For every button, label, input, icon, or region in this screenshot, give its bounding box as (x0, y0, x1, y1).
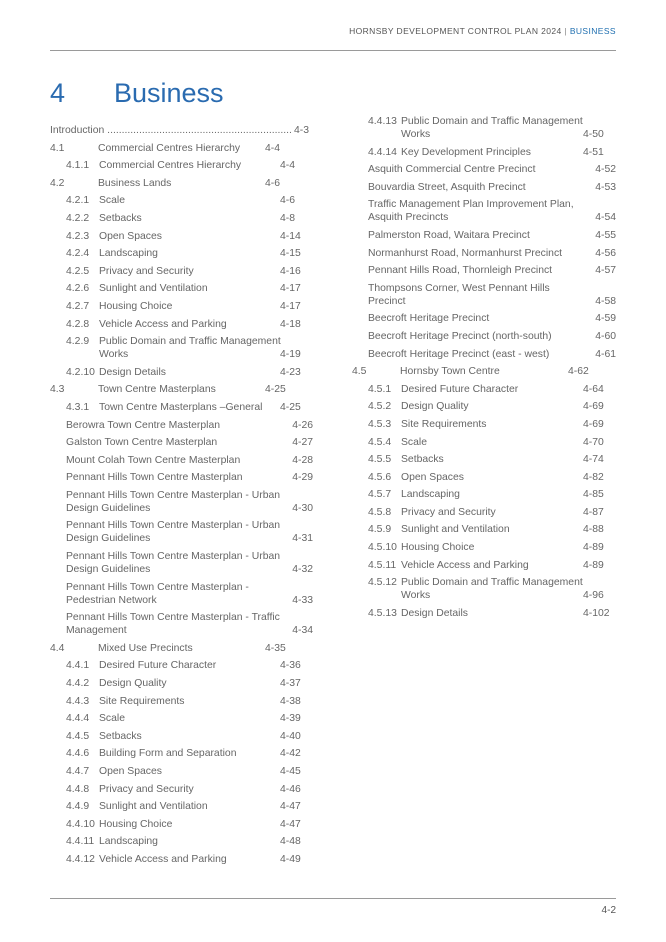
toc-entry[interactable]: 4.4.3 Site Requirements 4-38 (66, 695, 301, 707)
toc-entry[interactable] (352, 229, 616, 242)
chapter-number: 4 (50, 78, 66, 108)
toc-entry-number: 4.5.1 (368, 383, 392, 395)
toc-entry[interactable] (50, 471, 313, 484)
toc-entry-number: 4.5.10 (368, 542, 397, 554)
toc-entry[interactable] (352, 264, 616, 277)
toc-entry[interactable] (50, 581, 313, 607)
toc-entry-page: 4-31 (292, 533, 313, 545)
toc-entry-page: 4-58 (595, 295, 616, 307)
running-header (349, 26, 616, 36)
toc-entry-number: 4.2.9 (66, 336, 90, 348)
toc-entry[interactable] (352, 247, 616, 260)
toc-entry-label: Design Details (99, 366, 166, 378)
toc-entry[interactable] (50, 419, 313, 432)
toc-entry-number: 4.2.6 (66, 283, 90, 295)
toc-entry-label: Design Quality (99, 678, 167, 690)
toc-entry-page: 4-57 (595, 265, 616, 277)
toc-entry-number: 4.4.9 (66, 801, 90, 813)
toc-entry[interactable] (50, 436, 313, 449)
toc-entry[interactable]: 4.2.4 Landscaping 4-15 (66, 248, 301, 260)
toc-entry-label: Commercial Centres Hierarchy (98, 142, 241, 154)
toc-entry-page: 4-26 (292, 419, 313, 431)
toc-entry-label: Landscaping (401, 489, 460, 501)
toc-entry-number: 4.4.13 (368, 116, 397, 127)
toc-entry-label: Hornsby Town Centre (400, 366, 500, 378)
section-name: BUSINESS (569, 26, 616, 36)
toc-entry[interactable]: 4.5.5 Setbacks 4-74 (368, 454, 604, 466)
toc-entry-label: Desired Future Character (99, 660, 217, 672)
toc-entry[interactable]: 4.2.10 Design Details 4-23 (66, 366, 301, 378)
toc-entry-page: 4-30 (292, 502, 313, 514)
toc-entry[interactable] (352, 163, 616, 176)
toc-entry-number: 4.2 (50, 177, 65, 189)
toc-entry[interactable]: 4.5.4 Scale 4-70 (368, 436, 604, 448)
toc-entry-page: 4-53 (595, 181, 616, 193)
toc-entry-page: 4-54 (595, 212, 616, 224)
toc-entry-number: 4.4.6 (66, 748, 90, 760)
toc-entry-number: 4.5.7 (368, 489, 392, 501)
toc-entry-label: Public Domain and Traffic Management Works (99, 336, 281, 361)
toc-entry[interactable]: 4.5.9 Sunlight and Ventilation 4-88 (368, 524, 604, 536)
toc-entry-number: 4.2.3 (66, 230, 90, 242)
toc-entry-label: Beecroft Heritage Precinct (north-south) (368, 330, 552, 342)
toc-entry-page: 4-55 (595, 229, 616, 241)
toc-entry-label: Sunlight and Ventilation (99, 801, 208, 813)
toc-entry-number: 4.5.6 (368, 471, 392, 483)
toc-entry-label: Asquith Commercial Centre Precinct (368, 164, 536, 176)
toc-entry-label: Pennant Hills Town Centre Masterplan - Urban Design Guidelines (66, 489, 281, 514)
toc-entry[interactable] (352, 312, 616, 325)
toc-entry-page: 4-34 (292, 625, 313, 637)
toc-entry-label: Pennant Hills Road, Thornleigh Precinct (368, 265, 553, 277)
toc-entry[interactable]: 4.5.6 Open Spaces 4-82 (368, 471, 604, 483)
toc-entry-number: 4.5.5 (368, 454, 392, 466)
toc-entry-label: Design Details (401, 607, 468, 619)
toc-entry[interactable] (50, 550, 313, 576)
toc-entry-number: 4.2.1 (66, 195, 90, 207)
toc-entry-number: 4.5.12 (368, 577, 397, 589)
toc-entry-page: 4-59 (595, 313, 616, 325)
toc-entry[interactable] (352, 198, 616, 224)
toc-entry-number: 4.4.11 (66, 836, 95, 848)
toc-entry-number: 4.5.4 (368, 436, 392, 448)
toc-entry-label: Landscaping (99, 248, 158, 260)
toc-entry-number: 4.4.8 (66, 783, 90, 795)
toc-entry[interactable] (50, 489, 313, 515)
toc-entry-page: 4-52 (595, 164, 616, 176)
toc-entry[interactable]: 4.5.11 Vehicle Access and Parking 4-89 (368, 559, 604, 571)
header-separator: | (561, 26, 570, 36)
toc-entry-label: Pennant Hills Town Centre Masterplan - Traffic Management (66, 612, 280, 637)
toc-entry-label: Vehicle Access and Parking (99, 318, 227, 330)
toc-entry[interactable]: 4.5.3 Site Requirements 4-69 (368, 418, 604, 430)
toc-entry[interactable]: 4.1 Commercial Centres Hierarchy 4-4 (50, 142, 281, 154)
toc-entry-number: 4.5.9 (368, 524, 392, 536)
toc-entry-label: Commercial Centres Hierarchy (99, 160, 242, 172)
toc-entry-number: 4.2.5 (66, 265, 90, 277)
toc-entry-label: Pennant Hills Town Centre Masterplan (66, 472, 243, 484)
toc-entry-label: Setbacks (99, 730, 142, 742)
toc-entry-label: Privacy and Security (401, 506, 496, 518)
toc-entry-label: Housing Choice (401, 542, 475, 554)
toc-entry-number: 4.2.7 (66, 300, 90, 312)
toc-entry-label: Introduction ................................................................ (50, 125, 292, 136)
toc-entry-label: Site Requirements (401, 418, 487, 430)
toc-entry-number: 4.5.8 (368, 506, 392, 518)
toc-entry[interactable]: 4.5.13 Design Details 4-102 (368, 607, 610, 619)
toc-entry[interactable]: 4.3.1 Town Centre Masterplans –General 4-25 (66, 401, 301, 413)
toc-entry-label: Housing Choice (99, 300, 173, 312)
toc-entry-label: Open Spaces (401, 471, 464, 483)
toc-entry[interactable] (50, 454, 313, 467)
toc-entry-label: Beecroft Heritage Precinct (east - west) (368, 348, 550, 360)
toc-entry-label: Site Requirements (99, 695, 185, 707)
toc-entry-number: 4.1 (50, 142, 65, 154)
toc-entry-label: Scale (401, 436, 427, 448)
toc-entry[interactable] (352, 181, 616, 194)
toc-entry[interactable]: 4.4.7 Open Spaces 4-45 (66, 766, 301, 777)
toc-entry-page: 4-56 (595, 247, 616, 259)
toc-entry-number: 4.5.3 (368, 418, 392, 430)
toc-entry-number: 4.4.4 (66, 713, 90, 725)
toc-entry-label: Scale (99, 713, 125, 725)
toc-entry[interactable]: 4.3 Town Centre Masterplans 4-25 (50, 384, 286, 396)
toc-entry[interactable]: 4.4.2 Design Quality 4-37 (66, 678, 301, 690)
footer-rule (50, 898, 616, 899)
toc-column-right (352, 115, 616, 624)
toc-entry-label: Landscaping (99, 836, 158, 848)
toc-entry[interactable]: 4.5.7 Landscaping 4-85 (368, 489, 604, 501)
toc-entry[interactable]: 4.4.1 Desired Future Character 4-36 (66, 660, 301, 672)
toc-entry-label: Beecroft Heritage Precinct (368, 313, 490, 325)
toc-entry-label: Mount Colah Town Centre Masterplan (66, 454, 241, 466)
header-rule (50, 50, 616, 51)
toc-entry-label: Open Spaces (99, 230, 162, 242)
toc-entry-number: 4.2.10 (66, 366, 95, 378)
toc-entry-label: Pennant Hills Town Centre Masterplan - Urban Design Guidelines (66, 551, 281, 576)
toc-entry[interactable] (50, 124, 313, 137)
toc-entry-label: Palmerston Road, Waitara Precinct (368, 229, 530, 241)
toc-entry-page: 4-61 (595, 348, 616, 360)
toc-entry-number: 4.5.2 (368, 401, 392, 413)
toc-entry-label: Town Centre Masterplans (98, 384, 216, 396)
toc-entry[interactable] (50, 611, 313, 637)
toc-entry[interactable] (352, 282, 616, 308)
toc-entry-number: 4.4 (50, 642, 65, 654)
toc-entry-number: 4.5.13 (368, 607, 397, 619)
toc-entry-label: Open Spaces (99, 766, 162, 777)
toc-entry[interactable]: 4.5 Hornsby Town Centre 4-62 (352, 366, 589, 378)
toc-entry-page: 4-28 (292, 454, 313, 466)
toc-entry[interactable]: 4.4.5 Setbacks 4-40 (66, 730, 301, 742)
toc-entry[interactable]: 4.5.2 Design Quality 4-69 (368, 401, 604, 413)
toc-entry-number: 4.4.14 (368, 146, 397, 158)
toc-entry[interactable]: 4.2.5 Privacy and Security 4-16 (66, 265, 301, 277)
toc-entry[interactable]: 4.2.1 Scale 4-6 (66, 195, 296, 207)
toc-entry-label: Town Centre Masterplans –General (99, 401, 263, 413)
toc-entry-page: 4-33 (292, 594, 313, 606)
toc-entry[interactable]: 4.4.14 Key Development Principles 4-51 (368, 146, 604, 158)
toc-entry-number: 4.5.11 (368, 559, 397, 571)
toc-entry[interactable]: 4.5.8 Privacy and Security 4-87 (368, 506, 604, 518)
toc-entry-number: 4.2.8 (66, 318, 90, 330)
toc-entry-page: 4-27 (292, 437, 313, 449)
toc-entry[interactable]: 4.4.9 Sunlight and Ventilation 4-47 (66, 801, 301, 813)
toc-entry-label: Vehicle Access and Parking (99, 853, 227, 865)
toc-entry[interactable]: 4.5.10 Housing Choice 4-89 (368, 542, 604, 554)
toc-entry-label: Privacy and Security (99, 265, 194, 277)
toc-entry[interactable]: 4.4.10 Housing Choice 4-47 (66, 818, 301, 830)
toc-entry-number: 4.2.4 (66, 248, 90, 260)
toc-entry-label: Privacy and Security (99, 783, 194, 795)
toc-entry-number: 4.4.7 (66, 766, 90, 777)
toc-entry-number: 4.4.1 (66, 660, 90, 672)
toc-entry[interactable]: 4.1.1 Commercial Centres Hierarchy 4-4 (66, 160, 296, 172)
toc-entry-label: Setbacks (401, 454, 444, 466)
toc-entry[interactable] (352, 330, 616, 343)
toc-entry-label: Key Development Principles (401, 146, 531, 158)
toc-column-left (50, 124, 313, 871)
toc-entry[interactable]: 4.2.8 Vehicle Access and Parking 4-18 (66, 318, 301, 330)
toc-entry-label: Design Quality (401, 401, 469, 413)
toc-entry[interactable]: 4.4.13 Public Domain and Traffic Management Works 4-50 (368, 116, 604, 140)
page-number: 4-2 (601, 905, 616, 916)
toc-entry-label: Setbacks (99, 212, 142, 224)
toc-entry[interactable]: 4.2.9 Public Domain and Traffic Management Works 4-19 (66, 336, 301, 361)
toc-entry[interactable]: 4.4.12 Vehicle Access and Parking 4-49 (66, 853, 301, 865)
toc-entry-label: Public Domain and Traffic Management Works (401, 577, 583, 602)
toc-entry-number: 4.4.12 (66, 853, 95, 865)
toc-entry[interactable]: 4.4.8 Privacy and Security 4-46 (66, 783, 301, 795)
toc-entry[interactable]: 4.4.4 Scale 4-39 (66, 713, 301, 725)
toc-entry-label: Traffic Management Plan Improvement Plan, Asquith Precincts (368, 199, 574, 224)
toc-entry-label: Pennant Hills Town Centre Masterplan - Pedestrian Network (66, 581, 249, 606)
toc-entry-page: 4-60 (595, 330, 616, 342)
toc-entry-label: Public Domain and Traffic Management Works (401, 116, 583, 140)
toc-entry-label: Scale (99, 195, 125, 207)
toc-entry[interactable] (50, 519, 313, 545)
toc-entry-label: Housing Choice (99, 818, 173, 830)
toc-entry-page: 4-3 (293, 125, 309, 136)
toc-entry-label: Thompsons Corner, West Pennant Hills Precinct (368, 282, 550, 307)
toc-entry[interactable]: 4.4.11 Landscaping 4-48 (66, 836, 301, 848)
toc-entry[interactable]: 4.5.1 Desired Future Character 4-64 (368, 383, 604, 395)
toc-entry-label: Mixed Use Precincts (98, 642, 193, 654)
toc-entry-label: Building Form and Separation (99, 748, 237, 760)
chapter-heading (50, 78, 224, 109)
toc-entry[interactable] (352, 348, 616, 361)
toc-entry[interactable]: 4.2.3 Open Spaces 4-14 (66, 230, 301, 242)
toc-entry-label: Desired Future Character (401, 383, 519, 395)
toc-entry[interactable]: 4.2.6 Sunlight and Ventilation 4-17 (66, 283, 301, 295)
toc-entry-label: Vehicle Access and Parking (401, 559, 529, 571)
toc-entry-number: 4.2.2 (66, 212, 90, 224)
toc-entry-label: Sunlight and Ventilation (99, 283, 208, 295)
toc-entry-page: 4-29 (292, 472, 313, 484)
toc-entry-number: 4.3 (50, 384, 65, 396)
toc-entry-number: 4.1.1 (66, 160, 90, 172)
toc-entry-number: 4.4.3 (66, 695, 90, 707)
toc-entry-label: Berowra Town Centre Masterplan (66, 419, 221, 431)
toc-entry[interactable]: 4.2 Business Lands 4-6 (50, 177, 281, 189)
document-title: HORNSBY DEVELOPMENT CONTROL PLAN 2024 (349, 26, 562, 36)
toc-entry[interactable]: 4.4.6 Building Form and Separation 4-42 (66, 748, 301, 760)
toc-entry-number: 4.3.1 (66, 401, 90, 413)
toc-entry-page: 4-32 (292, 564, 313, 576)
toc-entry-label: Pennant Hills Town Centre Masterplan - Urban Design Guidelines (66, 520, 281, 545)
toc-entry-label: Normanhurst Road, Normanhurst Precinct (368, 247, 563, 259)
chapter-title: Business (114, 78, 224, 108)
toc-entry[interactable]: 4.5.12 Public Domain and Traffic Management Works 4-96 (368, 577, 604, 602)
toc-entry[interactable]: 4.4 Mixed Use Precincts 4-35 (50, 642, 286, 654)
toc-entry-number: 4.4.5 (66, 730, 90, 742)
toc-entry[interactable]: 4.2.7 Housing Choice 4-17 (66, 300, 301, 312)
toc-entry-label: Galston Town Centre Masterplan (66, 437, 218, 449)
toc-entry-number: 4.5 (352, 366, 367, 378)
toc-entry-number: 4.4.10 (66, 818, 95, 830)
toc-entry[interactable]: 4.2.2 Setbacks 4-8 (66, 212, 296, 224)
toc-entry-label: Business Lands (98, 177, 172, 189)
toc-entry-label: Bouvardia Street, Asquith Precinct (368, 181, 526, 193)
toc-entry-number: 4.4.2 (66, 678, 90, 690)
toc-entry-label: Sunlight and Ventilation (401, 524, 510, 536)
